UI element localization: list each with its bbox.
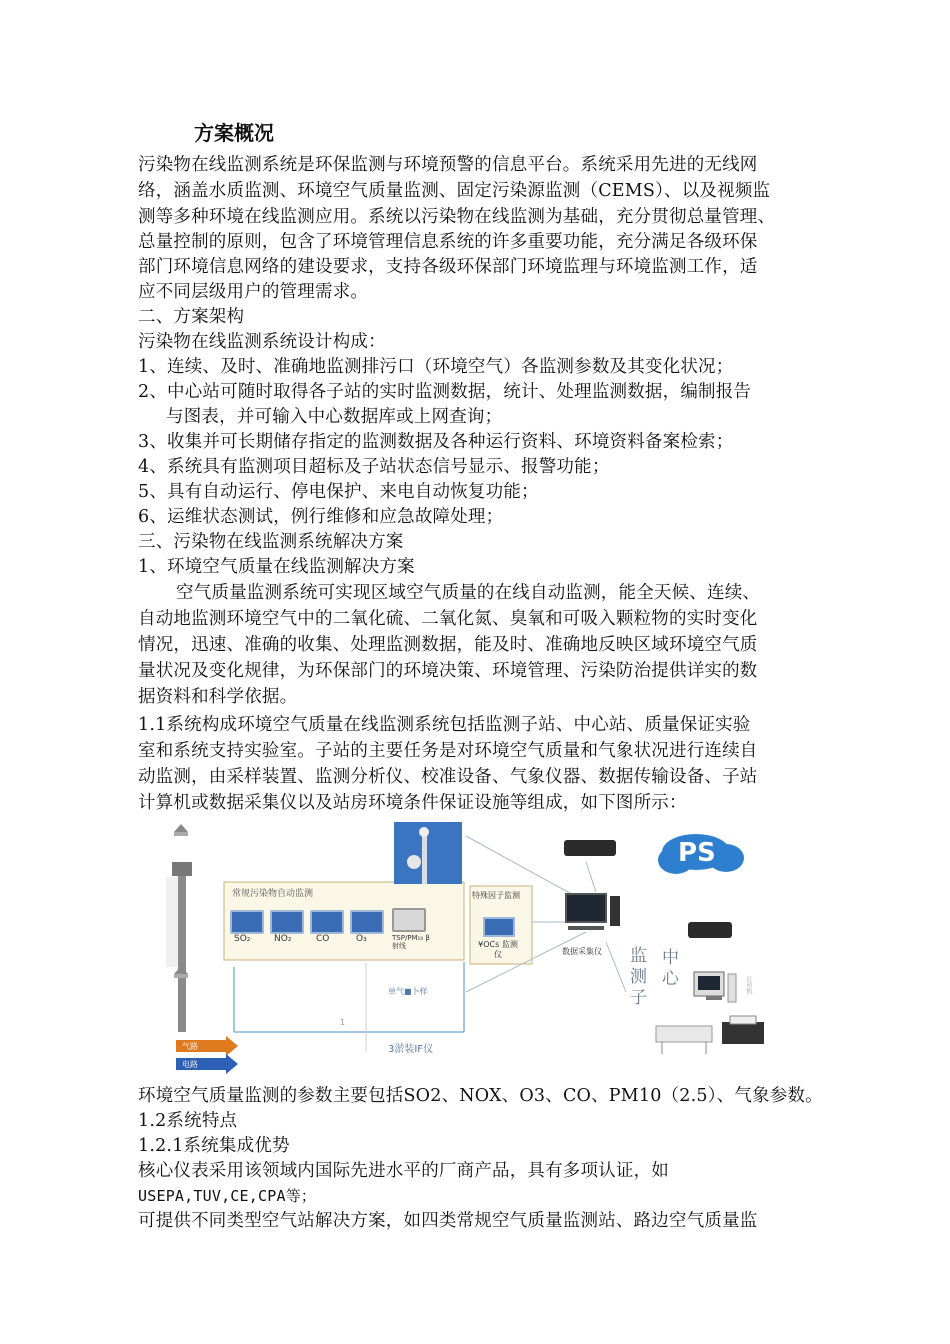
- intro-line: 部门环境信息网络的建设要求，支持各级环保部门环境监理与环境监测工作，适: [138, 257, 758, 277]
- lower-label: 3淤装IF仪: [388, 1044, 434, 1055]
- lower-label: 单气■卜样: [388, 987, 428, 996]
- intro-line: 应不同层级用户的管理需求。: [138, 282, 369, 302]
- substation-label: 监测子: [626, 946, 646, 1009]
- lower-label: 1: [340, 1018, 346, 1027]
- list-item: 4、系统具有监测项目超标及子站状态信号显示、报警功能；: [138, 457, 610, 477]
- subsection-title: 1、环境空气质量在线监测解决方案: [138, 557, 415, 577]
- para-line: 量状况及变化规律，为环保部门的环境决策、环境管理、污染防治提供详实的数: [138, 661, 758, 681]
- instrument-label: SO₂: [234, 934, 251, 944]
- co-analyzer-icon: [310, 910, 344, 934]
- no2-analyzer-icon: [270, 910, 304, 934]
- para-line: 环境空气质量监测的参数主要包括SO2、NOX、O3、CO、PM10（2.5）、气象参数。: [138, 1086, 823, 1106]
- section-heading: 方案概况: [194, 121, 274, 145]
- instrument-label: CO: [316, 934, 330, 944]
- side-tag: 打印机: [745, 976, 752, 994]
- center-label: 中心: [658, 948, 678, 990]
- so2-analyzer-icon: [230, 910, 264, 934]
- subsection-title: 1.2.1系统集成优势: [138, 1136, 290, 1156]
- o3-analyzer-icon: [350, 910, 384, 934]
- subsection-title: 1.2系统特点: [138, 1111, 238, 1131]
- para-line: 计算机或数据采集仪以及站房环境条件保证设施等组成，如下图所示：: [138, 793, 687, 813]
- intro-line: 总量控制的原则，包含了环境管理信息系统的许多重要功能，充分满足各级环保: [138, 232, 758, 252]
- tsp-analyzer-icon: [392, 908, 426, 932]
- para-line: 空气质量监测系统可实现区域空气质量的在线自动监测，能全天候、连续、: [176, 583, 761, 603]
- list-item: 3、收集并可长期储存指定的监测数据及各种运行资料、环境资料备案检索；: [138, 432, 734, 452]
- list-item: 6、运维状态测试，例行维修和应急故障处理；: [138, 507, 504, 527]
- para-line: 情况，迅速、准确的收集、处理监测数据，能及时、准确地反映区域环境空气质: [138, 635, 758, 655]
- list-item-continuation: 与图表，并可输入中心数据库或上网查询；: [166, 407, 503, 427]
- para-line: 可提供不同类型空气站解决方案，如四类常规空气质量监测站、路边空气质量监: [138, 1211, 758, 1231]
- box-title: 常规污染物自动监测: [232, 889, 314, 899]
- para-line: 自动地监测环境空气中的二氧化硫、二氧化氮、臭氧和可吸入颗粒物的实时变化: [138, 609, 758, 629]
- para-line: 动监测，由采样装置、监测分析仪、校准设备、气象仪器、数据传输设备、子站: [138, 767, 758, 787]
- intro-line: 络，涵盖水质监测、环境空气质量监测、固定污染源监测（CEMS）、以及视频监: [138, 181, 771, 201]
- instrument-label: TSP/PM₁₀ β射线: [392, 934, 430, 950]
- section-3-title: 三、污染物在线监测系统解决方案: [138, 532, 404, 552]
- instrument-label: O₃: [356, 934, 367, 944]
- list-item: 1、连续、及时、准确地监测排污口（环境空气）各监测参数及其变化状况；: [138, 357, 734, 377]
- collector-label: 数据采集仪: [562, 947, 602, 956]
- system-diagram: [166, 822, 766, 1092]
- intro-line: 污染物在线监测系统是环保监测与环境预警的信息平台。系统采用先进的无线网: [138, 155, 758, 175]
- list-item: 5、具有自动运行、停电保护、来电自动恢复功能；: [138, 482, 539, 502]
- para-line: 核心仪表采用该领域内国际先进水平的厂商产品，具有多项认证，如: [138, 1161, 669, 1181]
- voc-label: ¥OCs 监测仪: [478, 940, 518, 959]
- special-title: 特殊因子监测: [472, 891, 520, 900]
- para-line: 室和系统支持实验室。子站的主要任务是对环境空气质量和气象状况进行连续自: [138, 741, 758, 761]
- ps-label: PS: [678, 838, 716, 868]
- list-item: 2、中心站可随时取得各子站的实时监测数据，统计、处理监测数据，编制报告: [138, 382, 752, 402]
- para-line: 1.1系统构成环境空气质量在线监测系统包括监测子站、中心站、质量保证实验: [138, 715, 751, 735]
- section-2-title: 二、方案架构: [138, 307, 245, 327]
- section-2-lead: 污染物在线监测系统设计构成：: [138, 332, 386, 352]
- legend-electric: 电路: [182, 1060, 198, 1069]
- para-line: USEPA,TUV,CE,CPA等；: [138, 1187, 317, 1205]
- para-line: 据资料和科学依据。: [138, 687, 298, 707]
- instrument-label: NO₂: [274, 934, 292, 944]
- legend-gas: 气路: [182, 1042, 198, 1051]
- intro-line: 测等多种环境在线监测应用。系统以污染物在线监测为基础，充分贯彻总量管理、: [138, 207, 776, 227]
